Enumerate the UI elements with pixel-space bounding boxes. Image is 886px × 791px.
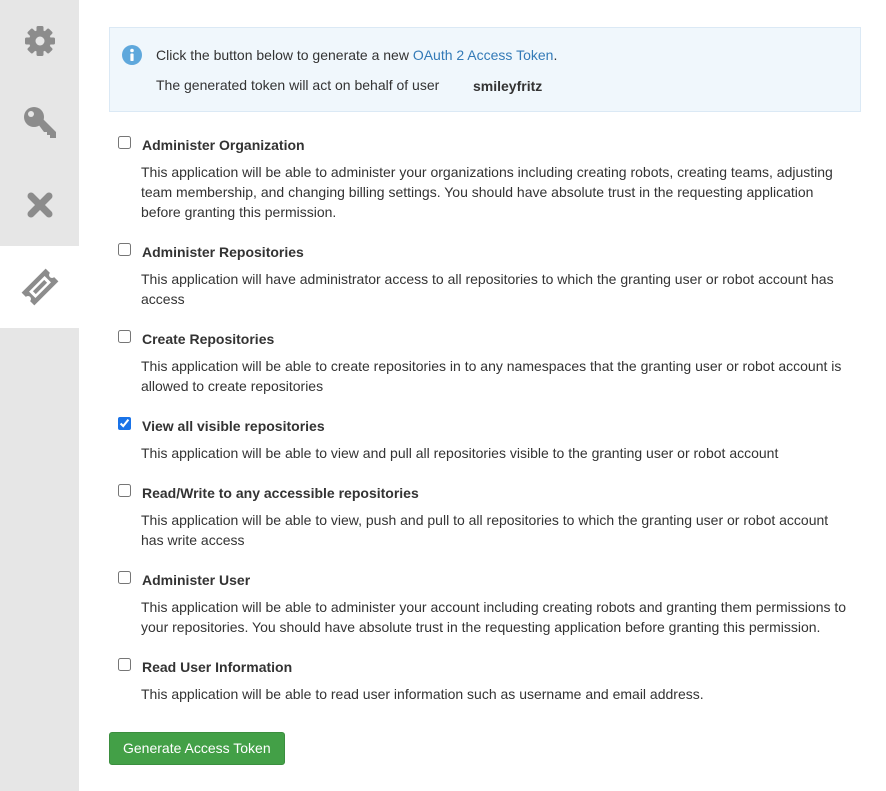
username: smileyfritz [473, 78, 543, 94]
generate-token-button[interactable]: Generate Access Token [109, 732, 285, 765]
tab-keys[interactable] [0, 82, 79, 164]
scope-checkbox[interactable] [118, 571, 131, 584]
scope-description: This application will be able to administer your account including creating robots and granting them permissions to your repositories. You should have absolute trust in the requesting application before granting this permission. [141, 599, 847, 635]
scope-title: Read User Information [142, 659, 293, 675]
oauth-token-link[interactable]: OAuth 2 Access Token [412, 47, 554, 63]
scope-description: This application will have administrator access to all repositories to which the granting user or robot account has access [141, 271, 834, 307]
tab-token[interactable] [0, 246, 79, 328]
ticket-icon [21, 268, 59, 306]
scope-title: Create Repositories [142, 331, 275, 347]
info-prefix: Click the button below to generate a new [156, 47, 413, 63]
scope-checkbox[interactable] [118, 330, 131, 343]
info-suffix: . [553, 47, 558, 63]
scope-title: Administer User [142, 572, 251, 588]
scope-checkbox[interactable] [118, 136, 131, 149]
scope-description: This application will be able to administer your organizations including creating robots, creating teams, adjusting team membership, and changing billing settings. You should have absolute trust in the requesting application before granting this permission. [141, 164, 833, 220]
close-icon [26, 191, 54, 219]
scope-title: Read/Write to any accessible repositories [142, 485, 419, 501]
scope-title: View all visible repositories [142, 418, 325, 434]
scope-checkbox[interactable] [118, 484, 131, 497]
tab-delete[interactable] [0, 164, 79, 246]
scope-checkbox[interactable] [118, 243, 131, 256]
key-icon [22, 105, 58, 141]
info-icon [122, 45, 142, 65]
scope-checkbox[interactable] [118, 658, 131, 671]
behalf-of-text: The generated token will act on behalf of user [156, 77, 440, 93]
scope-checkbox[interactable] [118, 417, 131, 430]
scope-description: This application will be able to read user information such as username and email address. [141, 686, 704, 702]
tab-settings[interactable] [0, 0, 79, 82]
gear-icon [23, 24, 57, 58]
token-generator [109, 27, 861, 756]
scope-description: This application will be able to view, push and pull to all repositories to which the granting user or robot account has write access [141, 512, 829, 548]
info-alert [109, 27, 861, 112]
scope-description: This application will be able to view and pull all repositories visible to the granting user or robot account [141, 445, 779, 461]
scope-description: This application will be able to create repositories in to any namespaces that the granting user or robot account is allowed to create repositories [141, 358, 842, 394]
scope-title: Administer Organization [142, 137, 305, 153]
scope-title: Administer Repositories [142, 244, 304, 260]
sidebar [0, 0, 79, 791]
info-message [156, 47, 557, 63]
